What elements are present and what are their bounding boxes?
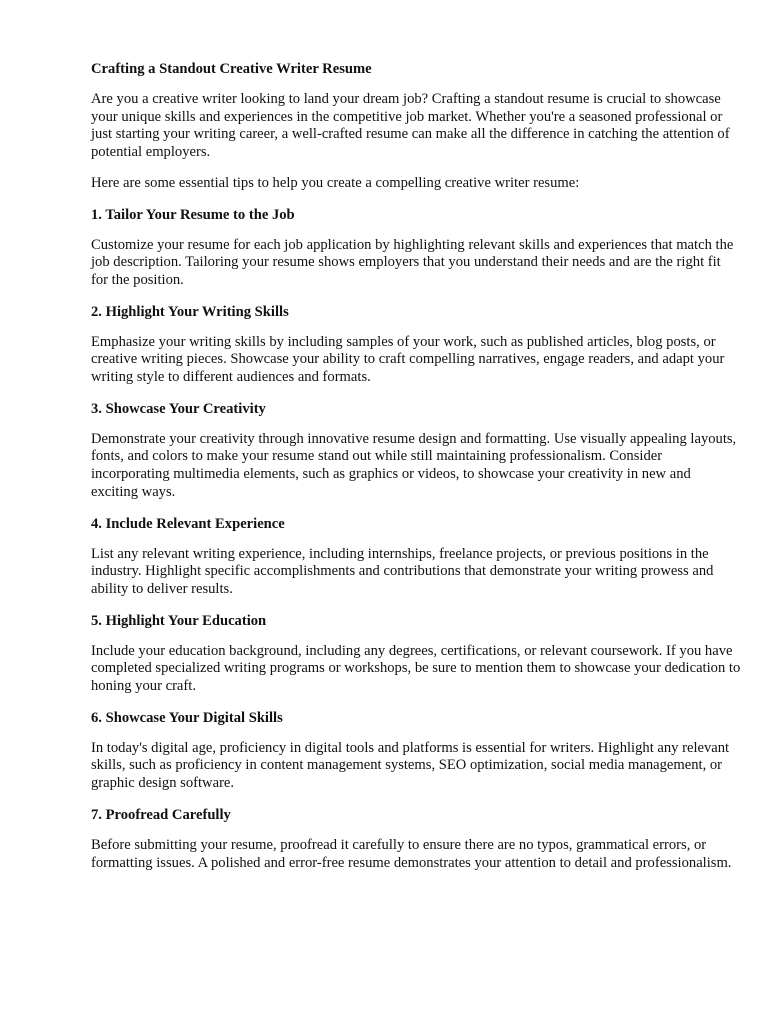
document-page (91, 60, 741, 885)
section-body-digital-skills: In today's digital age, proficiency in digital tools and platforms is essential for writers. Highlight any relevant skills, such as proficiency in content management systems, SEO optimization, social media management, or graphic design software. (91, 739, 730, 792)
section-heading-digital-skills: 6. Showcase Your Digital Skills (91, 709, 283, 726)
section-body-experience: List any relevant writing experience, including internships, freelance projects, or previous positions in the industry. Highlight specific accomplishments and contributions that demonstrate your writing prowess and ability to deliver results. (91, 545, 714, 597)
section-heading-tailor: 1. Tailor Your Resume to the Job (91, 206, 295, 223)
document-title: Crafting a Standout Creative Writer Resume (91, 61, 372, 77)
section-body-tailor: Customize your resume for each job application by highlighting relevant skills and experiences that match the job description. Tailoring your resume shows employers that you understand their needs and are the right fit for the position. (91, 236, 734, 288)
lead-paragraph: Here are some essential tips to help you create a compelling creative writer resume: (91, 174, 580, 191)
section-body-education: Include your education background, including any degrees, certifications, or relevant coursework. If you have completed specialized writing programs or workshops, be sure to mention them to showcase your dedication to honing your craft. (91, 642, 741, 695)
section-heading-creativity: 3. Showcase Your Creativity (91, 400, 266, 417)
section-body-proofread: Before submitting your resume, proofread it carefully to ensure there are no typos, grammatical errors, or formatting issues. A polished and error-free resume demonstrates your attention to detail and professionalism. (91, 836, 732, 871)
section-heading-education: 5. Highlight Your Education (91, 612, 267, 629)
intro-paragraph: Are you a creative writer looking to land your dream job? Crafting a standout resume is crucial to showcase your unique skills and experiences in the competitive job market. Whether you're a seasoned professional or just starting your writing career, a well-crafted resume can make all the difference in catching the attention of potential employers. (91, 91, 730, 161)
section-heading-experience: 4. Include Relevant Experience (91, 515, 285, 532)
section-body-creativity: Demonstrate your creativity through innovative resume design and formatting. Use visually appealing layouts, fonts, and colors to make your resume stand out while still maintaining professionalism. Consider incorporating multimedia elements, such as graphics or videos, to showcase your creativity in new and exciting ways. (91, 430, 737, 500)
section-heading-writing-skills: 2. Highlight Your Writing Skills (91, 303, 289, 320)
section-body-writing-skills: Emphasize your writing skills by including samples of your work, such as published articles, blog posts, or creative writing pieces. Showcase your ability to craft compelling narratives, engage readers, and adapt your writing style to different audiences and formats. (91, 333, 725, 386)
section-heading-proofread: 7. Proofread Carefully (91, 806, 231, 823)
